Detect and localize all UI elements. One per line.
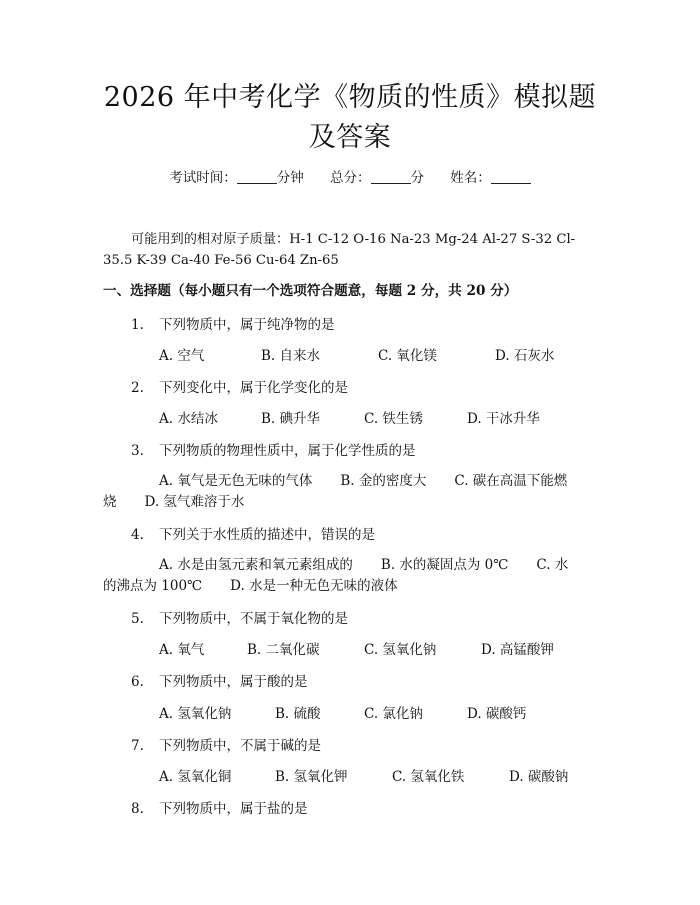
option-a: A. 氢氧化铜 [159, 769, 232, 785]
option-a: A. 空气 [159, 348, 205, 364]
question-5 [131, 609, 348, 629]
atomic-mass-note: 可能用到的相对原子质量：H-1 C-12 O-16 Na-23 Mg-24 Al-27 S-32 Cl-35.5 K-39 Ca-40 Fe-56 Cu-64 Zn-65 [103, 232, 576, 268]
total-score-label: 总分： [330, 170, 371, 186]
total-score-unit: 分 [410, 170, 424, 186]
student-name-label: 姓名： [450, 170, 491, 186]
question-number: 7. [131, 738, 144, 754]
option-b: B. 氢氧化钾 [275, 769, 348, 785]
question-text: 下列关于水性质的描述中，错误的是 [159, 527, 375, 543]
option-d: D. 高锰酸钾 [481, 642, 554, 658]
question-7 [131, 736, 321, 756]
question-2 [131, 378, 348, 398]
option-b: B. 硫酸 [275, 706, 321, 722]
question-number: 8. [131, 801, 144, 817]
student-name [450, 168, 531, 188]
question-number: 4. [131, 527, 144, 543]
question-6 [131, 672, 308, 692]
option-c: C. 铁生锈 [364, 411, 423, 427]
question-text: 下列变化中，属于化学变化的是 [159, 380, 348, 396]
question-1-options [159, 346, 554, 366]
question-3-options [103, 471, 579, 513]
option-a: A. 水是由氢元素和氧元素组成的 [159, 557, 353, 573]
option-d: D. 干冰升华 [467, 411, 540, 427]
exam-time-label: 考试时间： [169, 170, 237, 186]
option-d: D. 石灰水 [495, 348, 555, 364]
option-c: C. 氢氧化铁 [392, 769, 465, 785]
option-b: B. 水的凝固点为 0℃ [380, 557, 509, 573]
section-title: 一、选择题（每小题只有一个选项符合题意，每题 2 分，共 20 分） [103, 283, 518, 299]
option-b: B. 自来水 [261, 348, 321, 364]
question-number: 2. [131, 380, 144, 396]
exam-time-blank [237, 169, 277, 184]
question-5-options [159, 640, 554, 660]
question-1 [131, 315, 335, 335]
question-text: 下列物质中，不属于碱的是 [159, 738, 321, 754]
question-6-options [159, 704, 526, 724]
question-text: 下列物质中，属于纯净物的是 [159, 317, 335, 333]
option-c: C. 氧化镁 [378, 348, 437, 364]
question-text: 下列物质的物理性质中，属于化学性质的是 [159, 443, 416, 459]
option-c: C. 碳在高温下能燃烧 [103, 473, 568, 510]
question-7-options [159, 767, 568, 787]
question-number: 5. [131, 611, 144, 627]
student-name-blank [491, 169, 531, 184]
exam-meta [0, 168, 700, 188]
total-score [330, 168, 424, 188]
exam-time-unit: 分钟 [276, 170, 304, 186]
question-number: 1. [131, 317, 144, 333]
option-c: C. 氯化钠 [364, 706, 423, 722]
option-a: A. 氧气是无色无味的气体 [159, 473, 313, 489]
question-text: 下列物质中，属于酸的是 [159, 674, 308, 690]
option-b: B. 金的密度大 [340, 473, 427, 489]
exam-time [169, 168, 304, 188]
question-text: 下列物质中，属于盐的是 [159, 801, 308, 817]
total-score-blank [371, 169, 411, 184]
option-b: B. 碘升华 [261, 411, 321, 427]
question-4-options [103, 555, 579, 597]
question-text: 下列物质中，不属于氧化物的是 [159, 611, 348, 627]
option-d: D. 碳酸钠 [509, 769, 569, 785]
option-d: D. 水是一种无色无味的液体 [230, 578, 398, 594]
question-3 [131, 441, 416, 461]
option-c: C. 水的沸点为 100℃ [103, 557, 569, 594]
document-title: 2026 年中考化学《物质的性质》模拟题及答案 [103, 82, 597, 153]
question-number: 3. [131, 443, 144, 459]
option-b: B. 二氧化碳 [247, 642, 320, 658]
question-8 [131, 799, 308, 819]
question-2-options [159, 409, 540, 429]
question-4 [131, 525, 375, 545]
question-number: 6. [131, 674, 144, 690]
option-a: A. 氢氧化钠 [159, 706, 232, 722]
option-a: A. 水结冰 [159, 411, 218, 427]
option-a: A. 氧气 [159, 642, 205, 658]
option-d: D. 氢气难溶于水 [144, 494, 245, 510]
option-c: C. 氢氧化钠 [364, 642, 437, 658]
option-d: D. 碳酸钙 [467, 706, 527, 722]
